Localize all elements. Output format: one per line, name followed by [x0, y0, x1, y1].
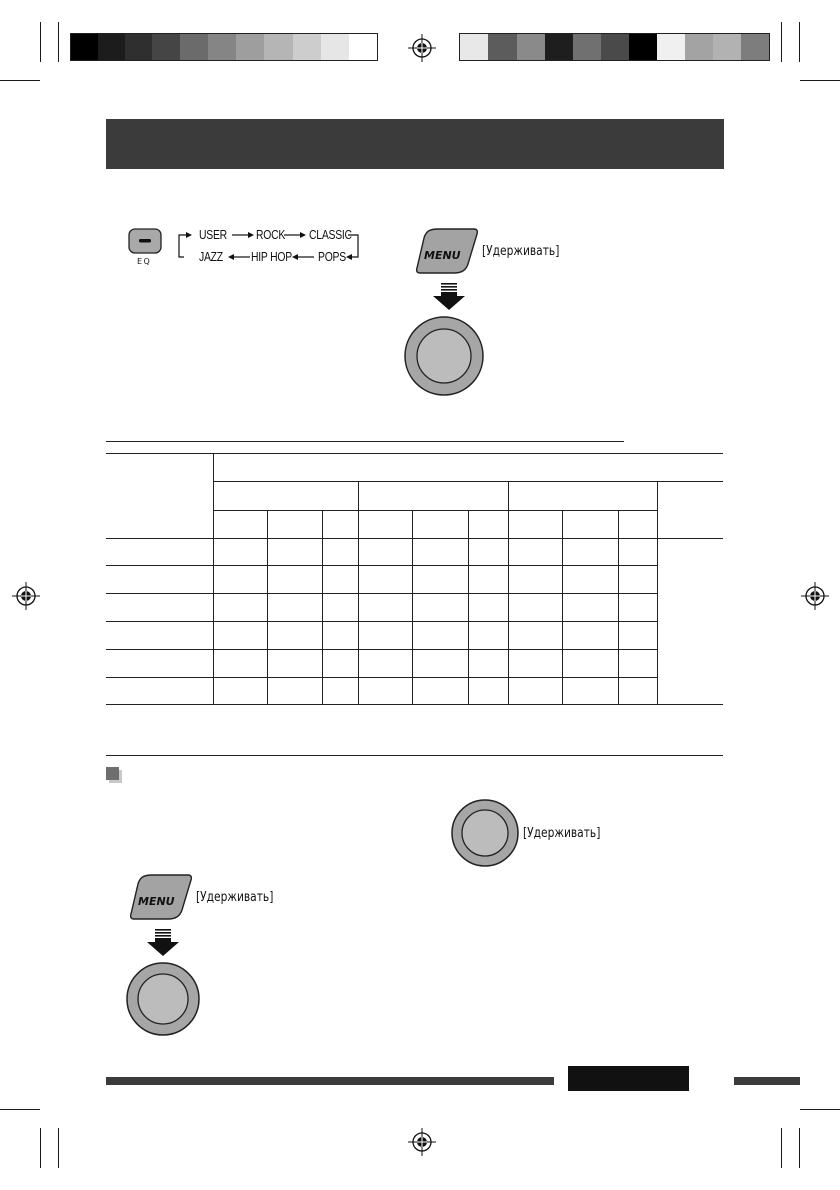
table-header-band-1 [213, 482, 358, 511]
eq-mode-user: USER [199, 227, 227, 242]
eq-mode-rock: ROCK [256, 227, 286, 242]
menu-button-top[interactable] [414, 226, 480, 276]
eq-button-icon [128, 228, 162, 255]
eq-button-caption: EQ [137, 257, 152, 266]
down-arrow-icon [146, 928, 180, 958]
table-header-band-2 [358, 482, 508, 511]
menu-button-bottom[interactable] [128, 872, 194, 922]
hold-label-right: [Удерживать] [523, 826, 601, 841]
down-arrow-icon [432, 282, 466, 312]
eq-settings-table [106, 453, 723, 705]
registration-target-bottom [408, 1128, 436, 1156]
hold-label-top: [Удерживать] [482, 244, 560, 259]
menu-button-bottom-label: MENU [138, 895, 175, 908]
table-row [106, 622, 723, 650]
table-header-settings [213, 454, 723, 482]
table-row [106, 650, 723, 678]
table-row [106, 566, 723, 594]
control-dial-bottom[interactable] [124, 960, 202, 1038]
table-header-extra [657, 482, 723, 539]
table-row [106, 539, 723, 566]
registration-target-left [12, 582, 40, 610]
menu-button-top-label: MENU [424, 249, 461, 262]
table-header-preset [106, 454, 213, 539]
control-dial-right[interactable] [450, 798, 520, 868]
subsection-bullet-icon [106, 767, 122, 783]
registration-target-right [801, 582, 829, 610]
eq-mode-jazz: JAZZ [199, 249, 223, 264]
table-title-rule [106, 441, 624, 442]
registration-target-top [408, 34, 436, 62]
table-header-band-3 [508, 482, 657, 511]
control-dial-top[interactable] [402, 314, 486, 398]
footer-bar-right [734, 1077, 800, 1085]
footer-bar-left [106, 1077, 554, 1085]
section-header-band [106, 119, 724, 169]
eq-mode-pops: POPS [318, 249, 346, 264]
eq-mode-hiphop: HIP HOP [251, 249, 292, 264]
table-row [106, 678, 723, 705]
table-row [106, 594, 723, 622]
page-number-tab [568, 1066, 689, 1091]
hold-label-bottom: [Удерживать] [196, 890, 274, 905]
section-divider [106, 755, 723, 756]
eq-mode-classic: CLASSIC [309, 227, 352, 242]
eq-button[interactable] [128, 228, 162, 255]
